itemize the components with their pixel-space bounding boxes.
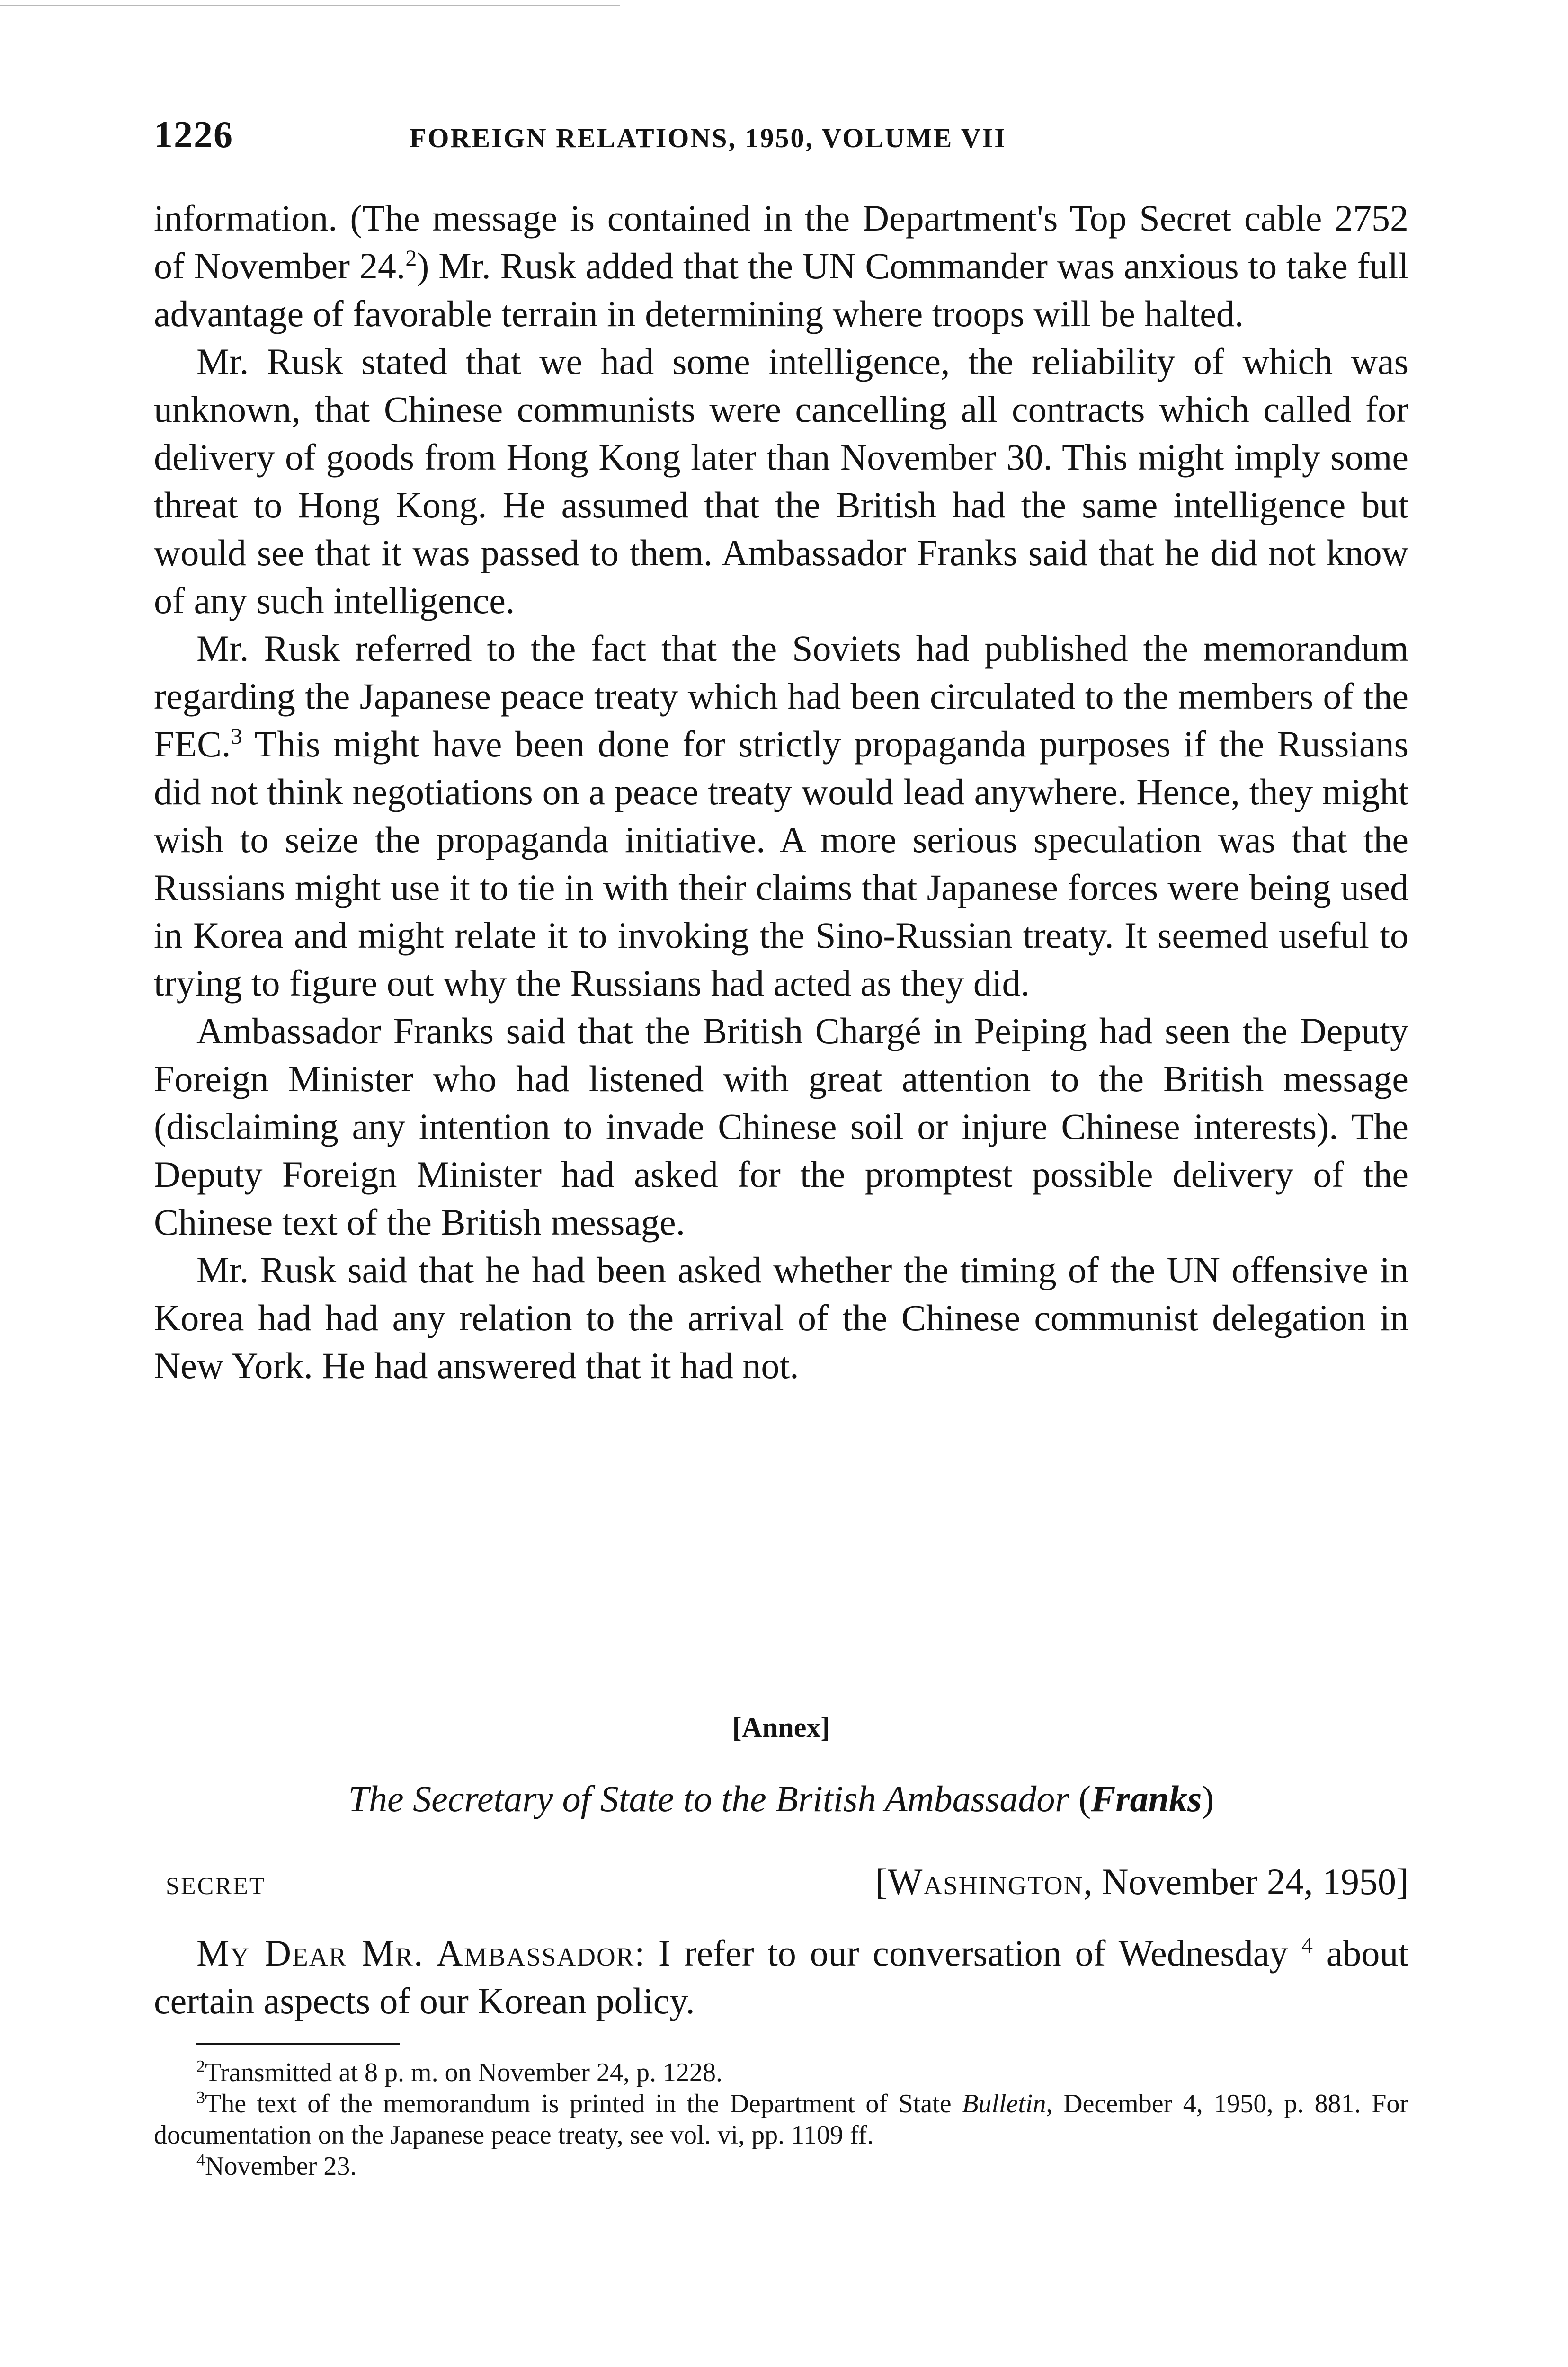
page-header xyxy=(154,114,1408,156)
salutation-address: My Dear Mr. Ambassador xyxy=(196,1932,635,1974)
paragraph-4: Ambassador Franks said that the British Chargé in Peiping had seen the Deputy Foreign Minister who had listened with great attention to the British message (disclaiming any intention to invade Chinese soil or injure Chinese interests). The Deputy Foreign Minister had asked for the promptest possible delivery of the Chinese text of the British message. xyxy=(154,1010,1408,1243)
dateline: [Washington, November 24, 1950] xyxy=(875,1861,1408,1902)
annex-title: The Secretary of State to the British Ambassador (Franks) xyxy=(348,1778,1214,1819)
paragraph-5: Mr. Rusk said that he had been asked whether the timing of the UN offensive in Korea had had any relation to the arrival of the Chinese communist delegation in New York. He had answered that it had not. xyxy=(154,1249,1408,1386)
dateline-city: Washington xyxy=(887,1861,1084,1902)
paragraph-1: information. (The message is contained in the Department's Top Secret cable 2752 of November 24.$^2$) Mr. Rusk added that the UN Commander was anxious to take full advantage of favorable terrain in determining where troops will be halted. xyxy=(154,197,1408,334)
footnotes xyxy=(154,2057,1408,2182)
footnote-3: $^3$The text of the memorandum is printed in the Department of State Bulletin, December 4, 1950, p. 881. For documentation on the Japanese peace treaty, see vol. vi, pp. 1109 ff. xyxy=(154,2088,1408,2150)
footnote-ref-2: 2 xyxy=(405,246,417,271)
page-number: 1226 xyxy=(154,114,233,156)
footnote-ref-4: 4 xyxy=(1301,1933,1313,1958)
annex-heading: [Annex] xyxy=(732,1712,830,1743)
footnote-rule xyxy=(196,2043,400,2045)
footnote-2: $^2$Transmitted at 8 p. m. on November 24, p. 1228. xyxy=(196,2056,722,2087)
dateline-date: , November 24, 1950 xyxy=(1083,1861,1397,1902)
annex-title-person: Franks xyxy=(1091,1778,1202,1819)
footnote-ref-3: 3 xyxy=(231,724,242,749)
body-text xyxy=(154,194,1408,1389)
salutation: My Dear Mr. Ambassador: I refer to our conversation of Wednesday $^4$ about certain aspects of our Korean policy. xyxy=(154,1932,1409,2021)
classification-label: SECRET xyxy=(166,1873,266,1900)
footnote-4: $^4$November 23. xyxy=(196,2150,357,2181)
scan-edge-rule xyxy=(0,5,620,6)
paragraph-3: Mr. Rusk referred to the fact that the Soviets had published the memorandum regarding the Japanese peace treaty which had been circulated to the members of the FEC.$^3$ This might have been done for strictly propaganda purposes if the Russians did not think negotiations on a peace treaty would lead anywhere. Hence, they might wish to seize the propaganda initiative. A more serious speculation was that the Russians might use it to tie in with their claims that Japanese forces were being used in Korea and might relate it to invoking the Sino-Russian treaty. It seemed useful to trying to figure out why the Russians had acted as they did. xyxy=(154,628,1408,1004)
running-head: FOREIGN RELATIONS, 1950, VOLUME VII xyxy=(410,123,1007,153)
paragraph-2: Mr. Rusk stated that we had some intelligence, the reliability of which was unknown, that Chinese communists were cancelling all contracts which called for delivery of goods from Hong Kong later than November 30. This might imply some threat to Hong Kong. He assumed that the British had the same intelligence but would see that it was passed to them. Ambassador Franks said that he did not know of any such intelligence. xyxy=(154,341,1408,621)
